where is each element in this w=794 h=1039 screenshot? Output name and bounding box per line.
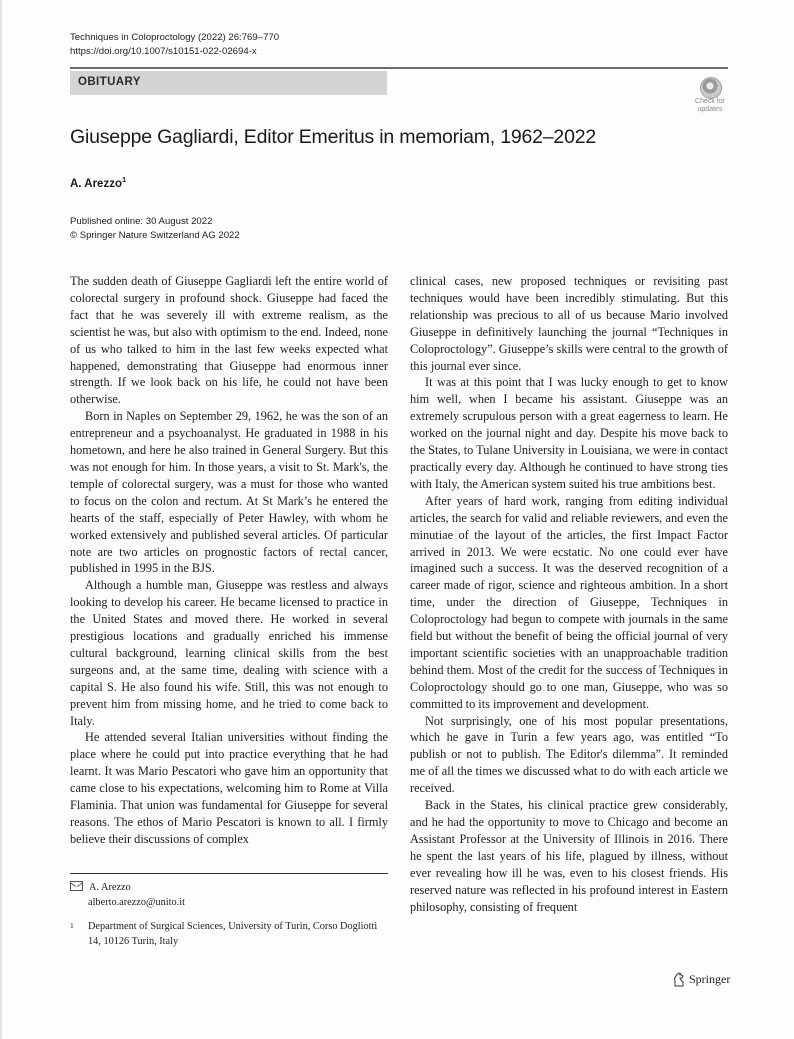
author-affiliation-mark: 1 <box>121 175 127 184</box>
check-for-updates-badge[interactable] <box>690 77 730 117</box>
affiliation-number: 1 <box>70 921 74 930</box>
published-online-date: Published online: 30 August 2022 <box>70 216 213 227</box>
journal-citation: Techniques in Coloproctology (2022) 26:769–770 <box>70 32 280 43</box>
author-name <box>70 175 126 190</box>
paragraph: Born in Naples on September 29, 1962, he was the son of an entrepreneur and a psychoanalyst. He graduated in 1988 in his hometown, and here he also trained in General Surgery. But this was not enough for him. In those years, a visit to St. Mark's, the temple of colorectal surgery, was a must for those who wanted to focus on the colon and rectum. At St Mark’s he entered the hearts of the staff, especially of Peter Hawley, with whom he worked extensively and published several articles. Of particular note are two articles on prognostic factors of rectal cancer, published in 1995 in the BJS. <box>70 409 388 576</box>
paragraph: clinical cases, new proposed techniques or revisiting past techniques would have been incredibly stimulating. But this relationship was precious to all of us because Mario involved Giuseppe in definitively launching the journal “Techniques in Coloproctology”. Giuseppe’s skills were central to the growth of this journal ever since. <box>410 274 728 373</box>
springer-horse-icon <box>672 972 685 987</box>
publisher-name: Springer <box>689 972 731 986</box>
paragraph: Although a humble man, Giuseppe was restless and always looking to develop his career. He became licensed to practice in the United States and moved there. He worked in several prestigious locations and gradually enriched his immense cultural background, learning clinical skills from the best surgeons and, at the same time, dealing with science with a capital S. He also found his wife. Still, this was not enough to prevent him from missing home, and he tried to come back to Italy. <box>70 578 388 728</box>
check-for-updates-label: Check for updates <box>695 98 725 113</box>
page-edge-shadow <box>0 0 3 1039</box>
publication-info <box>70 215 240 243</box>
doi-link[interactable]: https://doi.org/10.1007/s10151-022-02694-x <box>70 46 257 57</box>
paragraph: The sudden death of Giuseppe Gagliardi left the entire world of colorectal surgery in profound shock. Giuseppe had faced the fact that he was severely ill with extreme realism, as the scientist he was, but also with optimism to the end. Indeed, none of us who talked to him in the last few weeks expected what happened, demonstrating that Giuseppe had enormous inner strength. If we look back on his life, he could not have been otherwise. <box>70 274 388 407</box>
corresponding-name: A. Arezzo <box>89 882 131 893</box>
body-column-right <box>410 273 728 915</box>
affiliation-footnote <box>70 920 388 949</box>
author-name-text: A. Arezzo <box>70 177 122 190</box>
paragraph: It was at this point that I was lucky enough to get to know him well, when I became his assistant. Giuseppe was an extremely scrupulous person with a great eagerness to learn. He worked on the journal night and day. Despite his move back to the States, to Tulane University in Louisiana, we were in contact practically every day. Although he continued to have strong ties with Italy, the American system suited his true ambitions best. <box>410 375 728 491</box>
header-rule <box>70 67 728 69</box>
paragraph: After years of hard work, ranging from editing individual articles, the search for valid and reliable reviewers, and even the minutiae of the layout of the articles, the first Impact Factor arrived in 2013. We were ecstatic. No one could ever have imagined such a success. It was the deserved recognition of a career made of rigor, science and righteous ambition. In a short time, under the direction of Giuseppe, Techniques in Coloproctology had begun to compete with journals in the same field but without the benefit of being the official journal of very important scientific societies with an unapproachable tradition behind them. Most of the credit for the success of Techniques in Coloproctology should go to one man, Giuseppe, who was so committed to its improvement and development. <box>410 493 728 711</box>
corresponding-author <box>70 881 185 910</box>
section-banner <box>70 71 387 95</box>
paragraph: Back in the States, his clinical practice grew considerably, and he had the opportunity to move to Chicago and become an Assistant Professor at the University of Illinois in 2016. There he spent the last years of his life, plagued by illness, without ever revealing how ill he was, even to his closest friends. His reserved nature was reflected in his profound interest in Eastern philosophy, consisting of frequent <box>410 798 728 914</box>
affiliation-text: Department of Surgical Sciences, University of Turin, Corso Dogliotti 14, 10126 Turin, Italy <box>88 921 378 947</box>
article-title: Giuseppe Gagliardi, Editor Emeritus in memoriam, 1962–2022 <box>70 126 597 148</box>
section-label: OBITUARY <box>78 76 141 88</box>
paragraph: He attended several Italian universities without finding the place where he could put into practice everything that he had learnt. It was Mario Pescatori who gave him an opportunity that came close to his expectations, welcoming him to Rome at Villa Flaminia. That union was fundamental for Giuseppe for several reasons. The ethos of Mario Pescatori is known to all. I firmly believe their discussions of complex <box>70 730 388 846</box>
publisher-logo <box>672 972 730 987</box>
corresponding-email[interactable]: alberto.arezzo@unito.it <box>88 896 185 908</box>
envelope-icon <box>70 881 83 891</box>
body-column-left <box>70 273 388 848</box>
paragraph: Not surprisingly, one of his most popular presentations, which he gave in Turin a few years ago, was entitled “To publish or not to publish. The Editor's dilemma”. It reminded me of all the times we discussed what to do with each article we received. <box>410 713 728 796</box>
crossmark-icon <box>700 77 722 99</box>
footnote-rule <box>70 873 388 874</box>
copyright-line: © Springer Nature Switzerland AG 2022 <box>70 230 240 241</box>
